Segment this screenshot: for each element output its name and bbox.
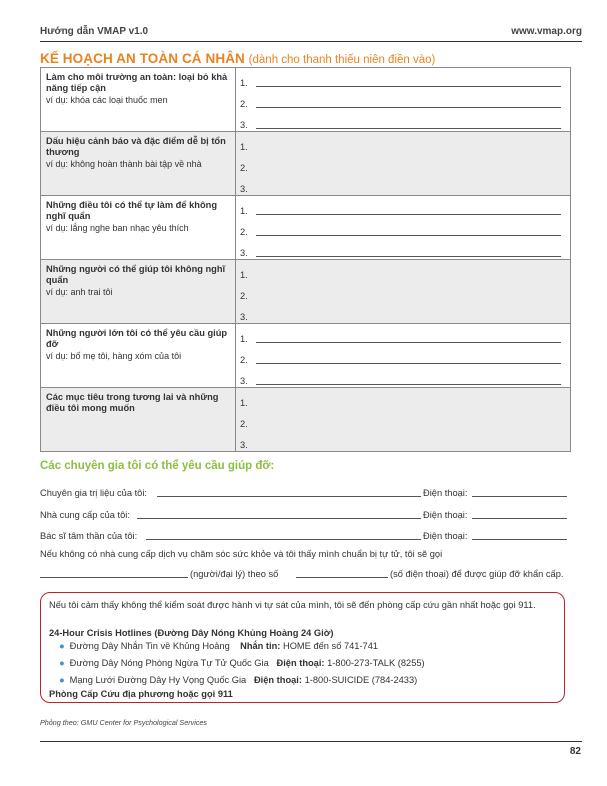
bullet-icon: ● xyxy=(59,675,65,685)
hotline-name: Đường Dây Nóng Phòng Ngừa Tự Tử Quốc Gia xyxy=(69,658,269,668)
psychiatrist-row xyxy=(40,528,570,542)
header-website: www.vmap.org xyxy=(511,26,582,37)
therapist-label: Chuyên gia trị liệu của tôi: xyxy=(40,488,147,498)
therapist-phone-field[interactable] xyxy=(472,496,567,497)
page-title xyxy=(40,51,435,66)
plan-row-label-cell xyxy=(41,68,236,132)
plan-row-heading: Các mục tiêu trong tương lai và những điều tôi mong muốn xyxy=(46,392,219,413)
plan-entry-number: 1. xyxy=(240,78,248,88)
plan-entry-underline xyxy=(256,86,561,87)
plan-entry-number: 2. xyxy=(240,163,248,173)
title-subtitle: (dành cho thanh thiếu niên điền vào) xyxy=(248,54,436,66)
plan-row-heading: Những người lớn tôi có thể yêu cầu giúp đỡ xyxy=(46,328,228,349)
plan-entry-number: 1. xyxy=(240,398,248,408)
plan-entry-line[interactable] xyxy=(240,155,561,175)
plan-entry-line[interactable] xyxy=(240,134,561,154)
plan-row-example: ví dụ: lắng nghe ban nhạc yêu thích xyxy=(46,223,189,233)
plan-row-heading: Làm cho môi trường an toàn: loại bỏ khả năng tiếp cận xyxy=(46,72,228,93)
hotline-name: Mạng Lưới Đường Dây Hy Vọng Quốc Gia xyxy=(69,675,247,685)
page-header xyxy=(40,26,582,40)
plan-row-example: ví dụ: khóa các loại thuốc men xyxy=(46,95,168,105)
plan-row-example: ví dụ: không hoàn thành bài tập về nhà xyxy=(46,159,202,169)
plan-row-label-cell xyxy=(41,132,236,196)
plan-row xyxy=(41,132,571,196)
crisis-box xyxy=(40,592,565,703)
hotline-item xyxy=(59,658,425,668)
source-credit: Phỏng theo: GMU Center for Psychological Services xyxy=(40,718,207,727)
hotline-key: Điện thoại: xyxy=(253,675,302,685)
hotline-key: Nhắn tin: xyxy=(240,641,281,651)
crisis-intro: Nếu tôi cảm thấy không thể kiểm soát được hành vi tự sát của mình, tôi sẽ đến phòng cấp cứu gần nhất hoặc gọi 911. xyxy=(49,600,536,610)
hotline-key: Điện thoại: xyxy=(276,658,325,668)
plan-entry-underline xyxy=(256,107,561,108)
plan-row xyxy=(41,196,571,260)
plan-entry-number: 2. xyxy=(240,227,248,237)
plan-entry-line[interactable] xyxy=(240,176,561,196)
hotline-item xyxy=(59,641,378,651)
plan-row-entries-cell xyxy=(236,132,571,196)
hotlines-heading: 24-Hour Crisis Hotlines (Đường Dây Nóng Khủng Hoảng 24 Giờ) xyxy=(49,628,334,638)
plan-row-label-cell xyxy=(41,324,236,388)
plan-row-example: ví dụ: anh trai tôi xyxy=(46,287,113,297)
plan-entry-line[interactable] xyxy=(240,112,561,132)
plan-entry-line[interactable] xyxy=(240,432,561,452)
plan-entry-number: 2. xyxy=(240,99,248,109)
plan-row xyxy=(41,260,571,324)
plan-row xyxy=(41,388,571,452)
plan-entry-line[interactable] xyxy=(240,368,561,388)
safety-plan-table xyxy=(40,67,571,452)
fallback-phone-label: (số điện thoại) để được giúp đỡ khẩn cấp. xyxy=(390,569,564,579)
plan-entry-underline xyxy=(256,256,561,257)
psychiatrist-label: Bác sĩ tâm thần của tôi: xyxy=(40,531,138,541)
hotline-value: 1-800-273-TALK (8255) xyxy=(327,658,425,668)
provider-row xyxy=(40,507,570,521)
therapist-name-field[interactable] xyxy=(157,496,421,497)
plan-entry-number: 3. xyxy=(240,248,248,258)
psychiatrist-name-field[interactable] xyxy=(146,539,421,540)
plan-entry-line[interactable] xyxy=(240,347,561,367)
plan-entry-line[interactable] xyxy=(240,91,561,111)
plan-entry-number: 3. xyxy=(240,312,248,322)
plan-entry-number: 1. xyxy=(240,270,248,280)
plan-row xyxy=(41,68,571,132)
plan-entry-number: 3. xyxy=(240,184,248,194)
title-main: KẾ HOẠCH AN TOÀN CÁ NHÂN xyxy=(40,51,245,66)
footer-divider xyxy=(40,741,582,742)
plan-row-heading: Những điều tôi có thể tự làm để không nghĩ quẩn xyxy=(46,200,217,221)
plan-entry-line[interactable] xyxy=(240,304,561,324)
plan-entry-number: 2. xyxy=(240,291,248,301)
plan-row-heading: Những người có thể giúp tôi không nghĩ quẩn xyxy=(46,264,226,285)
hotline-item xyxy=(59,675,417,685)
professionals-heading: Các chuyên gia tôi có thể yêu cầu giúp đỡ: xyxy=(40,460,275,472)
plan-row-entries-cell xyxy=(236,324,571,388)
emergency-room-line: Phòng Cấp Cứu địa phương hoặc gọi 911 xyxy=(49,689,233,699)
plan-entry-number: 1. xyxy=(240,334,248,344)
plan-entry-line[interactable] xyxy=(240,198,561,218)
plan-entry-number: 1. xyxy=(240,142,248,152)
fallback-line xyxy=(40,566,580,580)
provider-label: Nhà cung cấp của tôi: xyxy=(40,510,130,520)
plan-entry-line[interactable] xyxy=(240,283,561,303)
plan-entry-underline xyxy=(256,342,561,343)
plan-entry-underline xyxy=(256,384,561,385)
plan-row-example: ví dụ: bố mẹ tôi, hàng xóm của tôi xyxy=(46,351,182,361)
hotline-value: 1-800-SUICIDE (784-2433) xyxy=(304,675,418,685)
provider-phone-label: Điện thoại: xyxy=(423,510,468,520)
plan-row-entries-cell xyxy=(236,388,571,452)
plan-entry-line[interactable] xyxy=(240,326,561,346)
plan-entry-number: 1. xyxy=(240,206,248,216)
fallback-phone-field[interactable] xyxy=(296,577,388,578)
plan-entry-number: 3. xyxy=(240,376,248,386)
header-divider xyxy=(40,41,582,42)
plan-entry-underline xyxy=(256,363,561,364)
plan-row-label-cell xyxy=(41,196,236,260)
plan-row-label-cell xyxy=(41,260,236,324)
plan-entry-underline xyxy=(256,214,561,215)
plan-entry-number: 2. xyxy=(240,419,248,429)
hotline-name: Đường Dây Nhắn Tin về Khủng Hoảng xyxy=(69,641,230,651)
plan-row-label-cell xyxy=(41,388,236,452)
provider-name-field[interactable] xyxy=(137,518,421,519)
header-title: Hướng dẫn VMAP v1.0 xyxy=(40,26,149,37)
plan-row-entries-cell xyxy=(236,68,571,132)
page-number: 82 xyxy=(569,746,581,757)
provider-phone-field[interactable] xyxy=(472,518,567,519)
plan-entry-number: 3. xyxy=(240,440,248,450)
plan-entry-underline xyxy=(256,235,561,236)
plan-row-heading: Dấu hiệu cảnh báo và đặc điểm dễ bị tổn thương xyxy=(46,136,226,157)
therapist-row xyxy=(40,485,570,499)
psychiatrist-phone-label: Điện thoại: xyxy=(423,531,468,541)
plan-entry-line[interactable] xyxy=(240,240,561,260)
plan-entry-line[interactable] xyxy=(240,390,561,410)
hotline-value: HOME đến số 741-741 xyxy=(282,641,379,651)
therapist-phone-label: Điện thoại: xyxy=(423,488,468,498)
plan-entry-line[interactable] xyxy=(240,219,561,239)
plan-row-entries-cell xyxy=(236,260,571,324)
plan-entry-line[interactable] xyxy=(240,411,561,431)
plan-entry-number: 2. xyxy=(240,355,248,365)
fallback-contact-field[interactable] xyxy=(40,577,188,578)
bullet-icon: ● xyxy=(59,641,65,651)
plan-entry-line[interactable] xyxy=(240,262,561,282)
plan-row-entries-cell xyxy=(236,196,571,260)
plan-entry-number: 3. xyxy=(240,120,248,130)
fallback-contact-label: (người/đại lý) theo số xyxy=(190,569,279,579)
psychiatrist-phone-field[interactable] xyxy=(472,539,567,540)
plan-entry-line[interactable] xyxy=(240,70,561,90)
plan-row xyxy=(41,324,571,388)
fallback-text: Nếu không có nhà cung cấp dịch vụ chăm sóc sức khỏe và tôi thấy mình chuẩn bị tự tử, tôi sẽ gọi xyxy=(40,549,443,559)
plan-entry-underline xyxy=(256,128,561,129)
bullet-icon: ● xyxy=(59,658,65,668)
